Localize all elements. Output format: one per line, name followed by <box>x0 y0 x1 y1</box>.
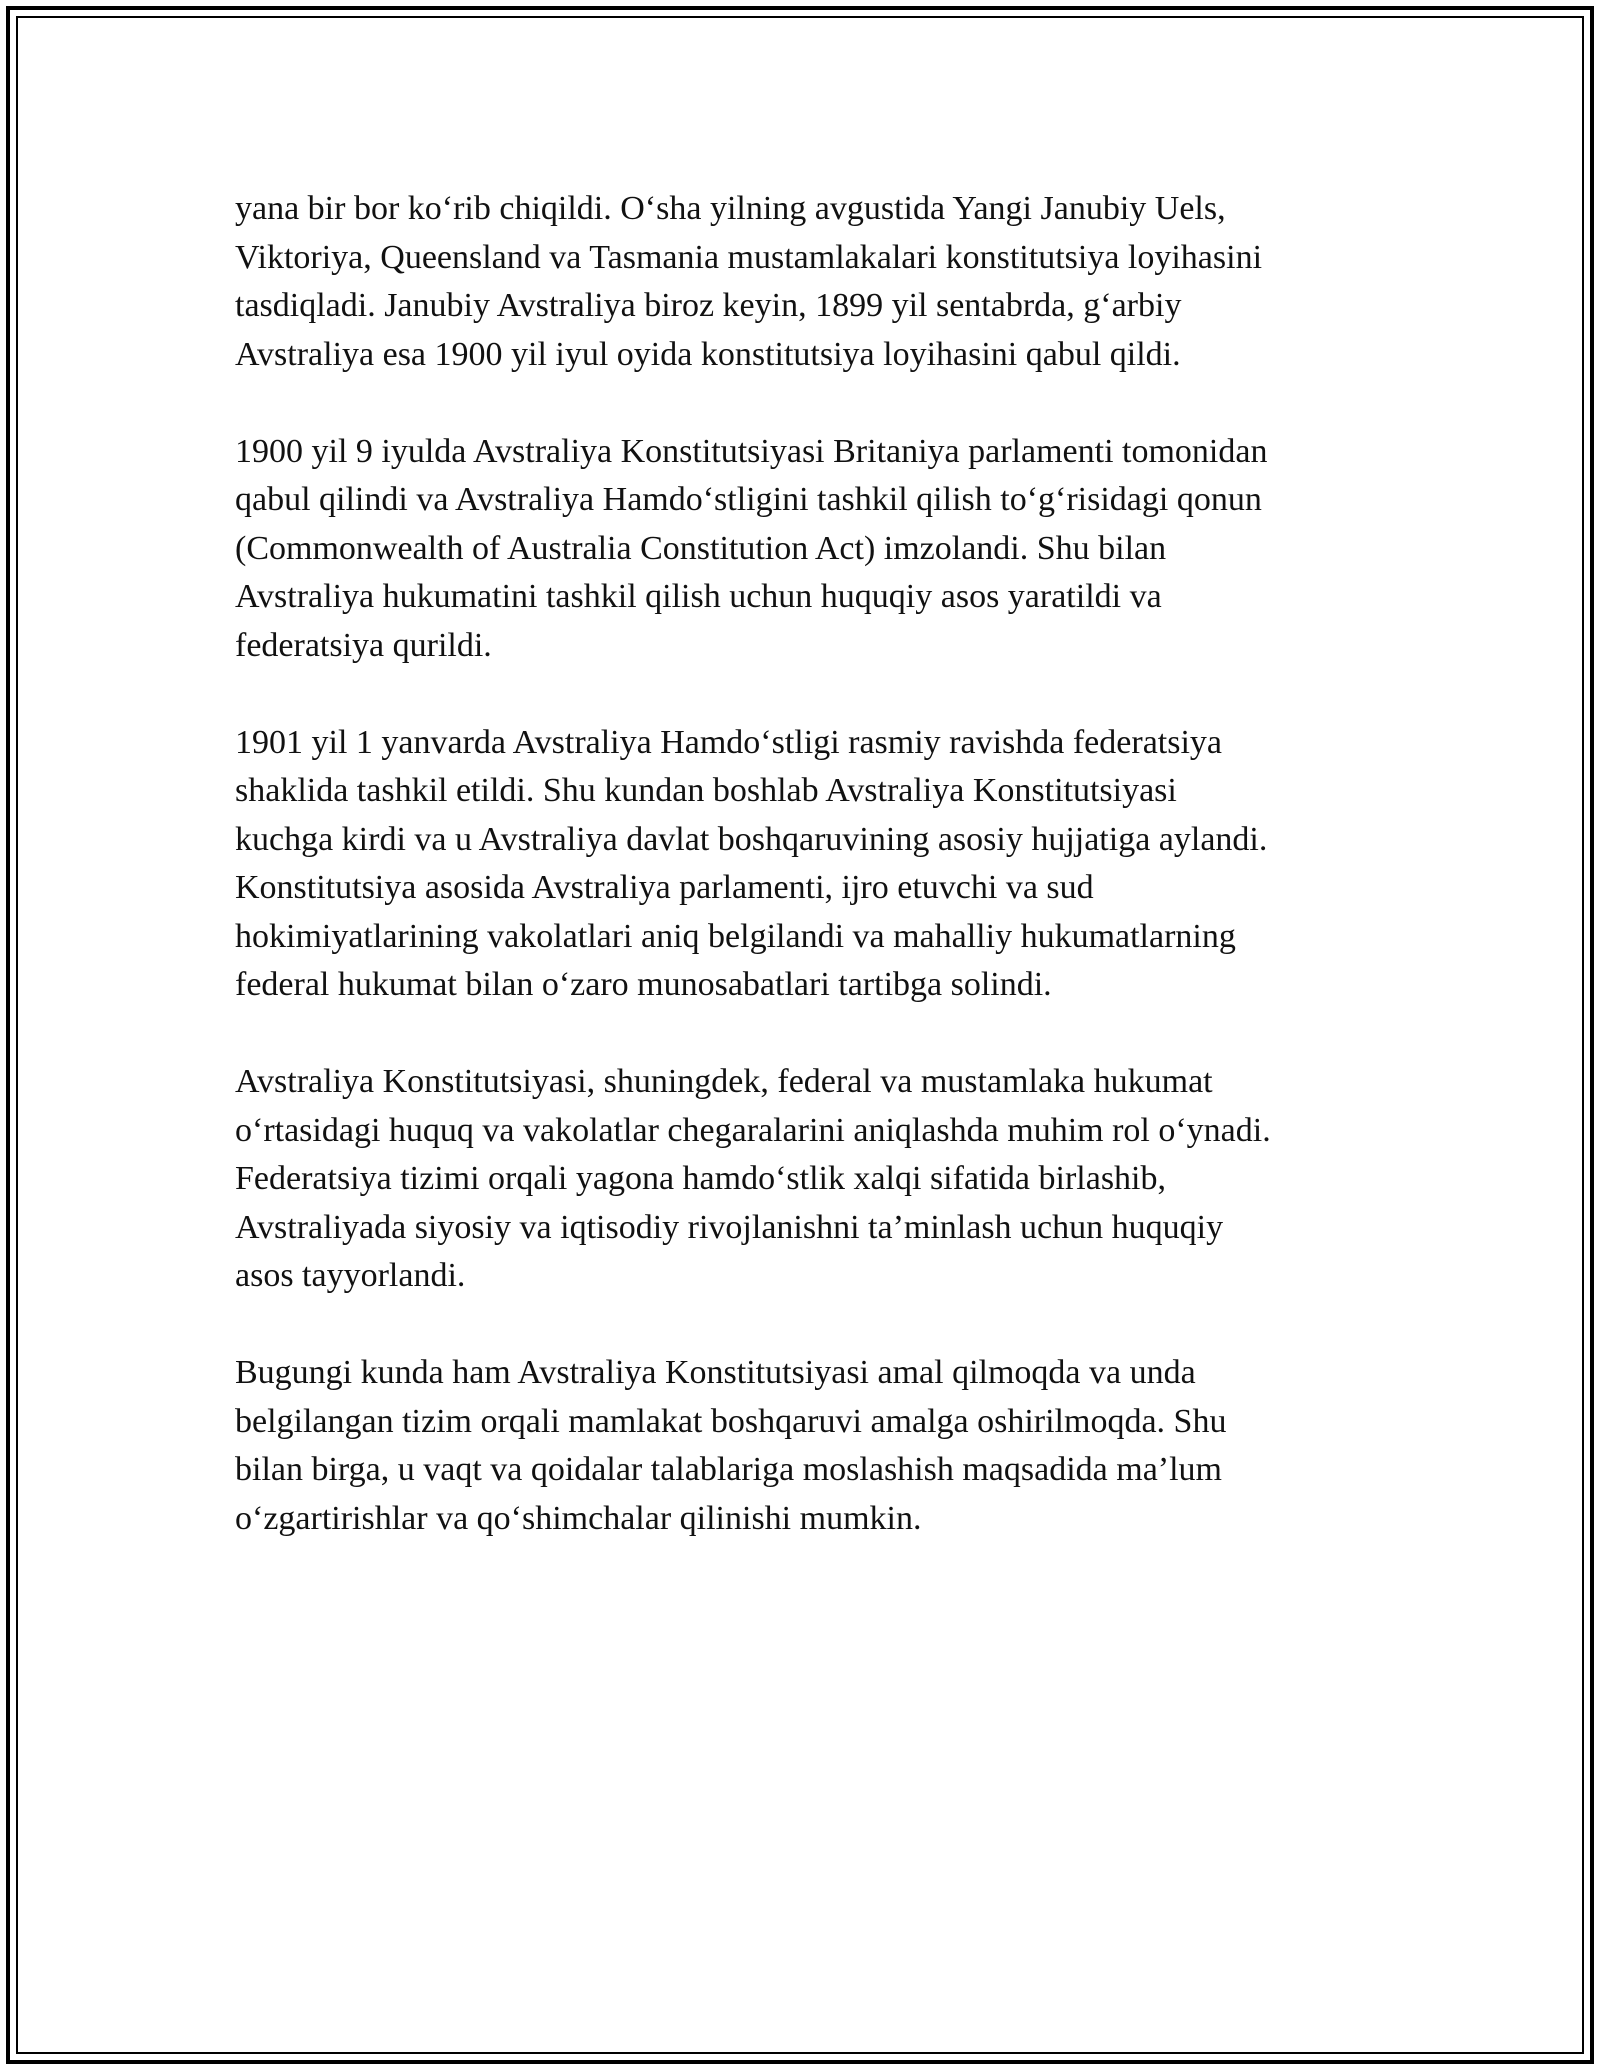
paragraph-4: Avstraliya Konstitutsiyasi, shuningdek, federal va mustamlaka hukumat o‘rtasidagi huquq va vakolatlar chegaralarini aniqlashda muhim rol o‘ynadi. Federatsiya tizimi orqali yagona hamdo‘stlik xalqi sifatida birlashib, Avstraliyada siyosiy va iqtisodiy rivojlanishni ta’minlash uchun huquqiy asos tayyorlandi. <box>235 1063 1271 1294</box>
paragraph-2: 1900 yil 9 iyulda Avstraliya Konstitutsiyasi Britaniya parlamenti tomonidan qabul qilindi va Avstraliya Hamdo‘stligini tashkil qilish to‘g‘risidagi qonun (Commonwealth of Australia Constitution Act) imzolandi. Shu bilan Avstraliya hukumatini tashkil qilish uchun huquqiy asos yaratildi va federatsiya qurildi. <box>235 432 1268 664</box>
paragraph-5: Bugungi kunda ham Avstraliya Konstitutsiyasi amal qilmoqda va unda belgilangan tizim orqali mamlakat boshqaruvi amalga oshirilmoqda. Shu bilan birga, u vaqt va qoidalar talablariga moslashish maqsadida ma’lum o‘zgartirishlar va qo‘shimchalar qilinishi mumkin. <box>235 1354 1227 1537</box>
document-body <box>235 185 1365 1592</box>
paragraph-1: yana bir bor ko‘rib chiqildi. O‘sha yilning avgustida Yangi Janubiy Uels, Viktoriya, Queensland va Tasmania mustamlakalari konstitutsiya loyihasini tasdiqladi. Janubiy Avstraliya biroz keyin, 1899 yil sentabrda, g‘arbiy Avstraliya esa 1900 yil iyul oyida konstitutsiya loyihasini qabul qildi. <box>235 190 1263 373</box>
paragraph-3: 1901 yil 1 yanvarda Avstraliya Hamdo‘stligi rasmiy ravishda federatsiya shaklida tashkil etildi. Shu kundan boshlab Avstraliya Konstitutsiyasi kuchga kirdi va u Avstraliya davlat boshqaruvining asosiy hujjatiga aylandi. Konstitutsiya asosida Avstraliya parlamenti, ijro etuvchi va sud hokimiyatlarining vakolatlari aniq belgilandi va mahalliy hukumatlarning federal hukumat bilan o‘zaro munosabatlari tartibga solindi. <box>235 723 1268 1003</box>
